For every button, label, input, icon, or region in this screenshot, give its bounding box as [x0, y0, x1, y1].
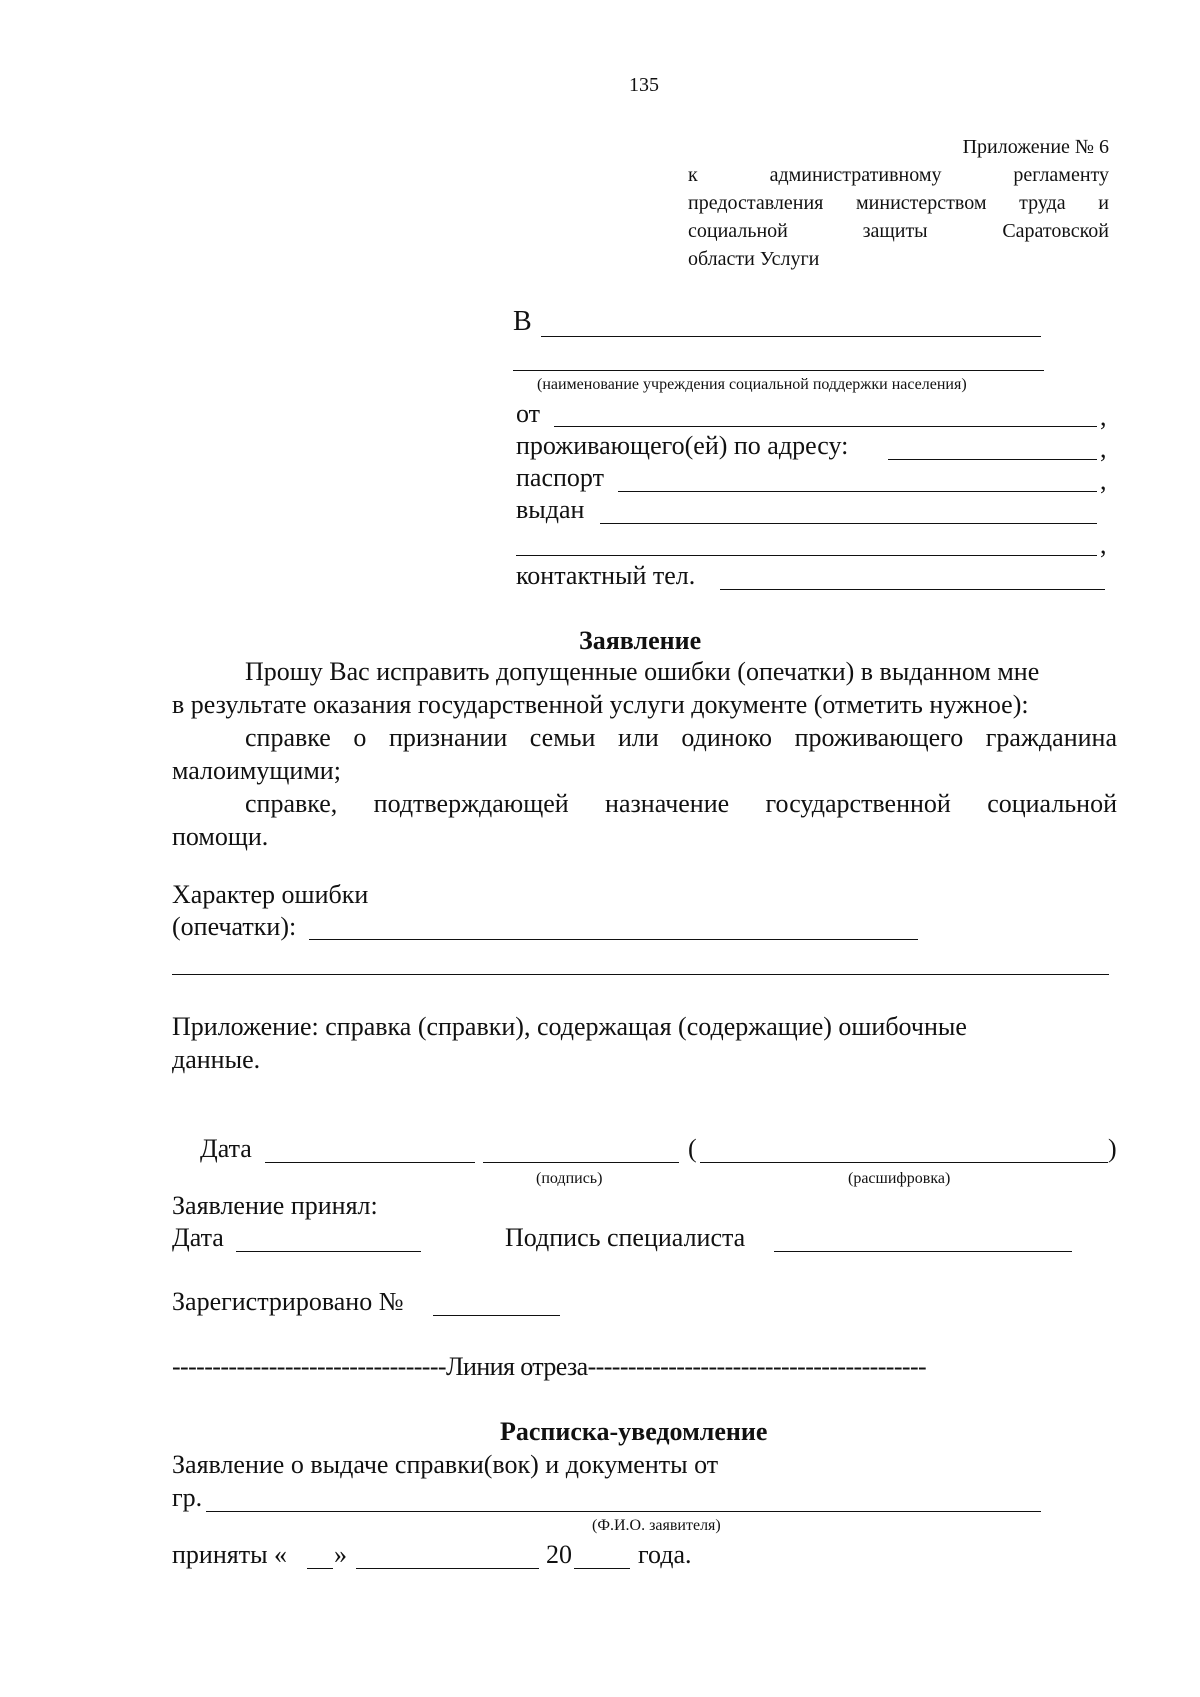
from-label: от	[516, 399, 541, 428]
from-comma: ,	[1100, 402, 1107, 431]
option-2-line-1: справке, подтверждающей назначение государственной социальной	[245, 789, 1117, 818]
citizen-name-field[interactable]	[206, 1511, 1041, 1512]
appendix-line-3-left: социальной	[688, 220, 788, 242]
specialist-signature-field[interactable]	[774, 1251, 1072, 1252]
registered-label: Зарегистрировано №	[172, 1287, 404, 1316]
signature-caption: (подпись)	[536, 1170, 603, 1187]
option-1-line-1: справке о признании семьи или одиноко проживающего гражданина	[245, 723, 1117, 752]
month-field[interactable]	[356, 1568, 539, 1569]
issued-comma: ,	[1100, 530, 1107, 559]
specialist-label: Подпись специалиста	[505, 1223, 746, 1252]
citizen-label: гр.	[172, 1483, 203, 1512]
issued-field-2[interactable]	[516, 555, 1097, 556]
appendix-line-1-right: регламенту	[1013, 164, 1110, 186]
day-field[interactable]	[307, 1568, 333, 1569]
phone-field[interactable]	[720, 589, 1105, 590]
issued-label: выдан	[516, 495, 585, 524]
passport-comma: ,	[1100, 466, 1107, 495]
attachment-line-2: данные.	[172, 1045, 261, 1074]
option-1-line-2: малоимущими;	[172, 756, 341, 785]
receipt-line-1: Заявление о выдаче справки(вок) и документы от	[172, 1450, 719, 1479]
accepted-prefix: приняты «	[172, 1540, 288, 1569]
appendix-line-1-mid: административному	[769, 164, 942, 186]
address-label: проживающего(ей) по адресу:	[516, 431, 849, 460]
error-field-2[interactable]	[172, 974, 1109, 975]
appendix-line-1-left: к	[688, 164, 698, 186]
open-paren: (	[688, 1134, 697, 1163]
decoding-caption: (расшифровка)	[848, 1170, 951, 1187]
accepted-quote-close: »	[334, 1540, 347, 1569]
appendix-line-3	[688, 220, 1109, 243]
fio-caption: (Ф.И.О. заявителя)	[592, 1517, 721, 1534]
cut-line: ----------------------------------Линия отреза------------------------------------------	[172, 1352, 927, 1381]
appendix-line-4: области Услуги	[688, 248, 820, 270]
page-number: 135	[629, 74, 659, 96]
address-field[interactable]	[888, 459, 1097, 460]
registration-number-field[interactable]	[433, 1315, 560, 1316]
option-2-line-2: помощи.	[172, 822, 269, 851]
decoding-field[interactable]	[700, 1162, 1108, 1163]
phone-label: контактный тел.	[516, 561, 696, 590]
date-label: Дата	[200, 1134, 252, 1163]
error-label-1: Характер ошибки	[172, 880, 369, 909]
statement-title: Заявление	[579, 626, 702, 655]
date-field[interactable]	[265, 1162, 475, 1163]
to-label: В	[513, 306, 532, 337]
issued-field-1[interactable]	[600, 523, 1097, 524]
institution-field-2[interactable]	[513, 370, 1044, 371]
passport-label: паспорт	[516, 463, 604, 492]
date2-field[interactable]	[236, 1251, 421, 1252]
appendix-line-3-mid: защиты	[862, 220, 928, 242]
appendix-line-1	[688, 164, 1109, 187]
error-label-2: (опечатки):	[172, 912, 297, 941]
address-comma: ,	[1100, 434, 1107, 463]
statement-line-2: в результате оказания государственной услуги документе (отметить нужное):	[172, 690, 1029, 719]
accepted-label: Заявление принял:	[172, 1191, 378, 1220]
year-suffix: года.	[638, 1540, 692, 1569]
signature-field[interactable]	[483, 1162, 679, 1163]
from-field[interactable]	[554, 426, 1097, 427]
institution-caption: (наименование учреждения социальной поддержки населения)	[537, 376, 967, 393]
institution-field-1[interactable]	[541, 336, 1041, 337]
year-field[interactable]	[574, 1568, 630, 1569]
close-paren: )	[1108, 1134, 1117, 1163]
receipt-title: Расписка-уведомление	[500, 1417, 768, 1446]
year-prefix: 20	[546, 1540, 572, 1569]
error-field-1[interactable]	[309, 939, 918, 940]
date2-label: Дата	[172, 1223, 224, 1252]
appendix-line-3-right: Саратовской	[1002, 220, 1110, 242]
statement-line-1: Прошу Вас исправить допущенные ошибки (опечатки) в выданном мне	[245, 657, 1040, 686]
appendix-line-2: предоставления министерством труда и	[688, 192, 1109, 214]
attachment-line-1: Приложение: справка (справки), содержащая (содержащие) ошибочные	[172, 1012, 967, 1041]
appendix-title: Приложение № 6	[962, 136, 1109, 158]
passport-field[interactable]	[618, 491, 1097, 492]
